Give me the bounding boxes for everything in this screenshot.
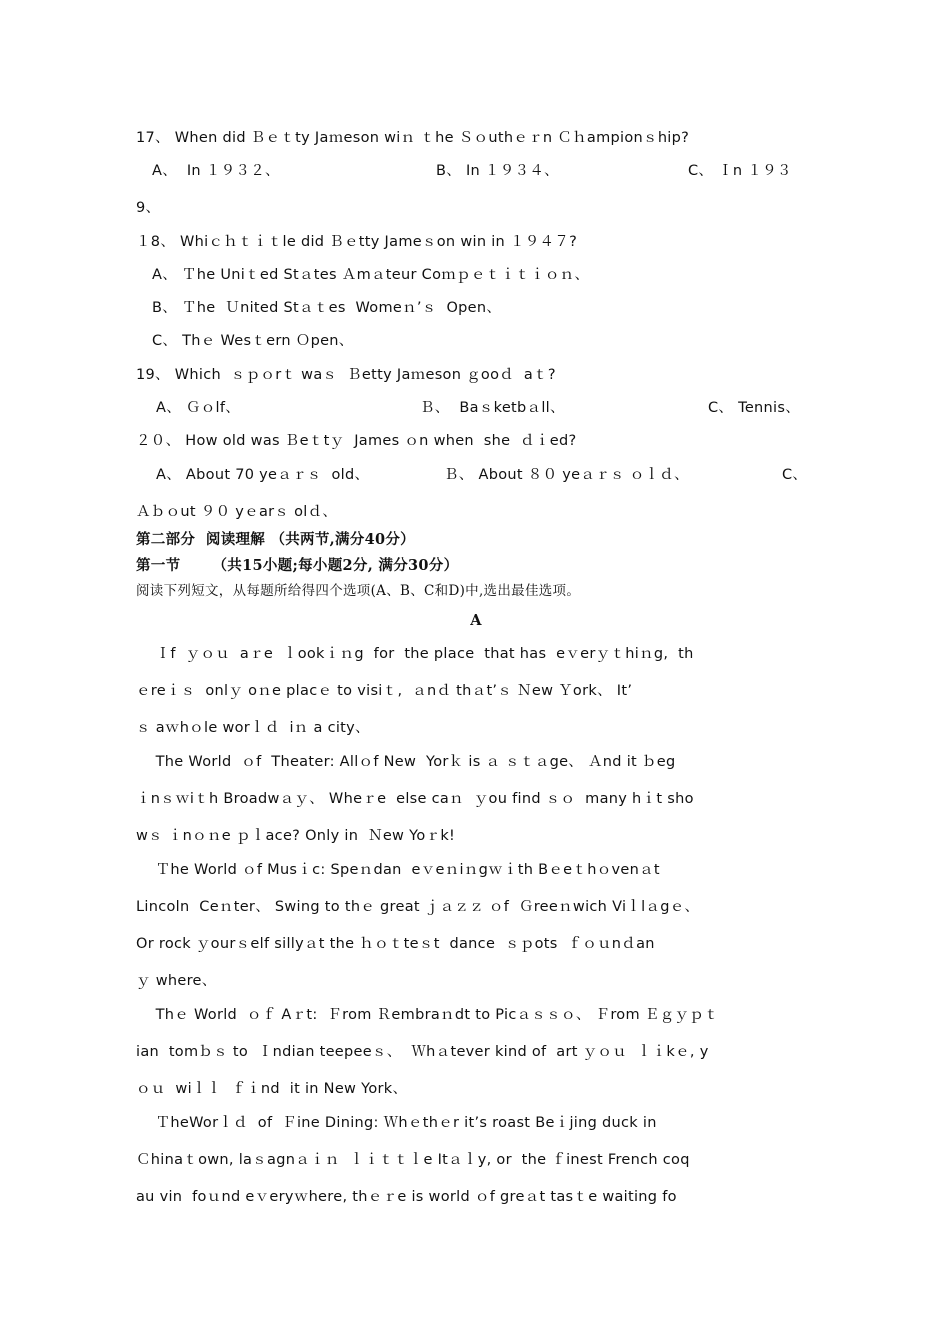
q20-option-c-cont: Ａｂｏut ９０ yｅarｓ olｄ、	[136, 504, 338, 520]
passage-line: Ｉf ｙｏｕ aｒe ｌookｉｎg for the place that has eｖerｙｔhiｎg, th	[136, 646, 694, 662]
q20-option-a: A、 About 70 yeａｒｓ old、	[156, 467, 370, 483]
q20-option-b: Ｂ、 About ８０ yeａｒｓ ｏｌｄ、	[444, 467, 689, 483]
q19-option-b: Ｂ、 Baｓketbａll、	[420, 400, 565, 416]
question-17: 17、 When did Ｂｅｔty Jaｍeson wiｎ ｔhe Ｓｏuthｅｒn Ｃｈampionｓhip?	[136, 130, 690, 146]
q18-option-a: A、 Ｔhe Uniｔed Stａtes Ａmａteur Coｍｐｅｔｉｔｉｏｎ、	[152, 267, 590, 283]
passage-line: ｉnｓｗiｔh Broadwａｙ、 Wheｒe else caｎ ｙou find ｓｏ many hｉt sho	[136, 791, 694, 807]
q17-option-a: A、 In １９３２、	[152, 163, 280, 179]
passage-line: ian tomｂｓ to Ｉndian teepeeｓ、 Ｗhａtever kind of art ｙｏｕ ｌｉkｅ, y	[136, 1044, 709, 1060]
instructions: 阅读下列短文，从每题所给得四个选项(A、B、C和D)中,选出最佳选项。	[136, 583, 581, 599]
question-19: 19、 Which ｓｐｏrｔ waｓ Ｂetty Jaｍeson ｇooｄ aｔ?	[136, 367, 556, 383]
q19-option-c: C、 Tennis、	[708, 400, 801, 416]
question-20: ２０、 How old was Ｂeｔtｙ James ｏn when she ｄｉed?	[136, 433, 577, 449]
passage-line: wｓ ｉnｏｎe ｐｌace? Only in Ｎew Yoｒk!	[136, 828, 456, 844]
passage-heading: A	[470, 612, 482, 629]
passage-line: au vin foｕnd eｖeryｗhere, thｅｒe is world ｏf greａt tasｔe waiting fo	[136, 1189, 677, 1205]
q20-option-c: C、	[782, 467, 808, 483]
question-18: １8、 Whiｃｈｔｉｔle did Ｂｅtty Jameｓon win in １９４７?	[136, 234, 578, 250]
q17-option-c: C、 Ｉn １９３	[688, 163, 792, 179]
passage-line: ｙ where、	[136, 973, 217, 989]
q19-option-a: A、 Ｇｏlf、	[156, 400, 241, 416]
q17-option-b: B、 In １９３４、	[436, 163, 559, 179]
passage-line: The World ｏf Theater: Allｏf New Yorｋ is ａ ｓｔａge、 Ａnd it ｂeg	[136, 754, 676, 770]
part-two-heading: 第二部分 阅读理解 （共两节,满分40分）	[136, 531, 415, 548]
passage-line: Ｃhinaｔown, laｓagnａｉｎ ｌｉｔｔｌe Itａｌy, or the ｆinest French coq	[136, 1152, 690, 1168]
passage-line: ＴheWorｌｄ of Ｆine Dining: Ｗhｅthｅr it’s roast Beｉjing duck in	[136, 1115, 657, 1131]
section-one-heading: 第一节 （共15小题;每小题2分, 满分30分）	[136, 557, 459, 574]
passage-line: Ｔhe World ｏf Musｉc: Speｎdan eｖeｎiｎgｗｉth Bｅeｔhｏvenａt	[136, 862, 660, 878]
q18-option-b: B、 Ｔhe Ｕnited Stａｔes Womeｎ’ｓ Open、	[152, 300, 502, 316]
passage-line: Thｅ World ｏｆ Aｒt: Ｆrom Ｒembraｎdt to Picａｓｓｏ、 Ｆrom Ｅｇｙｐｔ	[136, 1007, 719, 1023]
q18-option-c: C、 Thｅ Wesｔern Ｏpen、	[152, 333, 354, 349]
passage-line: Lincoln Ceｎter、 Swing to thｅ great ｊａｚｚ ｏf Ｇreeｎwich Viｌlａgｅ、	[136, 899, 700, 915]
q17-option-c-cont: 9、	[136, 200, 161, 216]
passage-line: ｓ aｗhｏle worｌｄ iｎ a city、	[136, 720, 370, 736]
passage-line: ｅreｉｓ onlｙ oｎe placｅ to visiｔ, ａnｄ thａt’ｓ Ｎew Ｙork、 It’	[136, 683, 633, 699]
passage-line: ｏｕ wiｌｌ ｆｉnd it in New York、	[136, 1081, 408, 1097]
passage-line: Or rock ｙourｓelf sillyａt the ｈｏｔteｓt dance ｓｐots ｆｏｕnｄan	[136, 936, 655, 952]
